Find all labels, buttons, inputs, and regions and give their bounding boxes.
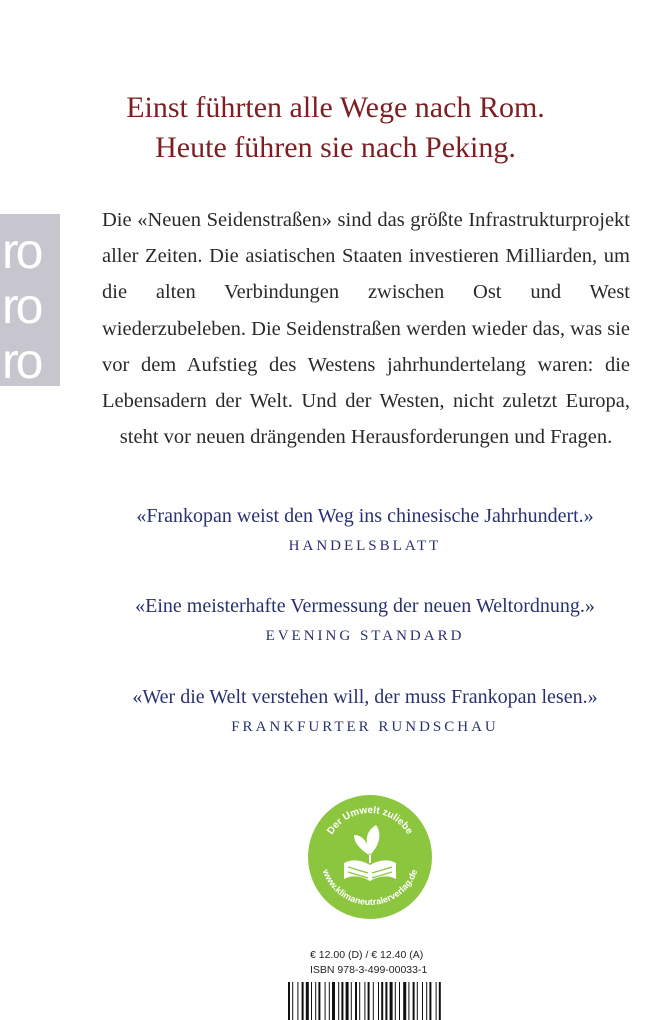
barcode-bar: [408, 982, 409, 1020]
barcode-bar: [341, 982, 343, 1020]
barcode-bar: [364, 982, 365, 1020]
barcode-bar: [302, 982, 304, 1020]
barcode-bar: [439, 982, 441, 1020]
review-quote: [90, 684, 640, 738]
barcode-bar: [355, 982, 357, 1020]
barcode-bar: [338, 982, 339, 1020]
barcode-bar: [315, 982, 316, 1020]
quote-text: «Wer die Welt verstehen will, der muss Frankopan lesen.»: [132, 686, 598, 708]
barcode-bar: [395, 982, 396, 1020]
barcode-bar: [381, 982, 383, 1020]
barcode-bar: [329, 982, 330, 1020]
barcode-bar: [385, 982, 387, 1020]
quote-source: HANDELSBLATT: [288, 538, 442, 554]
barcode-bar: [292, 982, 293, 1020]
quote-text: «Eine meisterhafte Vermessung der neuen Weltordnung.»: [135, 595, 595, 617]
barcode-bar: [429, 982, 431, 1020]
barcode-bar: [325, 982, 326, 1020]
review-quote: [90, 503, 640, 557]
logo-line: ro: [2, 333, 41, 389]
barcode-bar: [390, 982, 393, 1020]
book-description: Die «Neuen Seidenstraßen» sind das größte Infrastrukturprojekt aller Zeiten. Die asiatischen Staaten investieren Milliarden, um die alten Verbindungen zwischen Ost und West wiederzubeleben. Die Seidenstraßen werden wieder das, was sie vor dem Aufstieg des Westens jahrhundertelang waren: die Lebensadern der Welt. Und der Westen, nicht zuletzt Europa, steht vor neuen drängenden Herausforderungen und Fragen.: [102, 209, 630, 449]
quote-source: EVENING STANDARD: [265, 628, 465, 644]
barcode-bar: [288, 982, 290, 1020]
barcode-bar: [373, 982, 374, 1020]
barcode-bar: [426, 982, 427, 1020]
barcode-bar: [306, 982, 309, 1020]
barcode-bar: [351, 982, 352, 1020]
barcode-bar: [399, 982, 400, 1020]
barcode-bar: [413, 982, 415, 1020]
barcode-bar: [403, 982, 406, 1020]
quote-source: FRANKFURTER RUNDSCHAU: [231, 719, 499, 735]
barcode-bar: [359, 982, 360, 1020]
barcode-bar: [378, 982, 379, 1020]
barcode: [286, 982, 482, 1020]
tagline-line-2: Heute führen sie nach Peking.: [155, 131, 516, 164]
tagline-line-1: Einst führten alle Wege nach Rom.: [126, 91, 545, 124]
barcode-bar: [417, 982, 418, 1020]
rororo-logo: [0, 214, 60, 389]
barcode-bar: [346, 982, 349, 1020]
badge-top-text: Der Umwelt zuliebe: [325, 804, 415, 837]
logo-line: ro: [2, 278, 41, 334]
isbn: ISBN 978-3-499-00033-1: [310, 964, 428, 976]
badge-bottom-text: www.klimaneutralerverlag.de: [320, 867, 420, 908]
quote-text: «Frankopan weist den Weg ins chinesische Jahrhundert.»: [136, 505, 594, 527]
barcode-bar: [318, 982, 320, 1020]
barcode-bar: [332, 982, 335, 1020]
price-info: [310, 948, 510, 978]
price: € 12.00 (D) / € 12.40 (A): [310, 949, 424, 961]
tagline: [0, 88, 671, 168]
logo-line: ro: [2, 223, 41, 279]
barcode-bar: [368, 982, 370, 1020]
barcode-bar: [297, 982, 298, 1020]
eco-badge: [306, 793, 434, 921]
barcode-bar: [311, 982, 312, 1020]
barcode-bar: [436, 982, 437, 1020]
review-quote: [90, 593, 640, 647]
barcode-bar: [422, 982, 423, 1020]
